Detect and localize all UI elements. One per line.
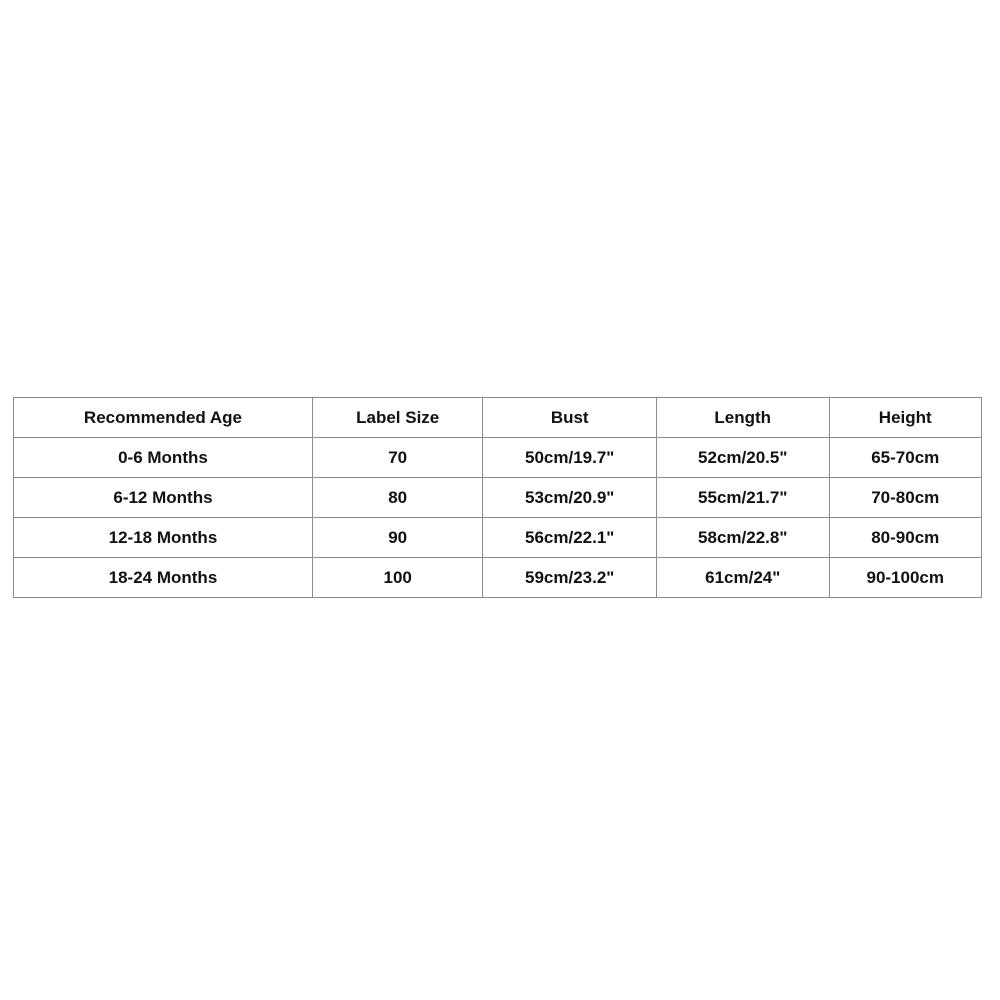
cell-label-size: 100	[312, 558, 483, 598]
cell-recommended-age: 0-6 Months	[14, 438, 313, 478]
cell-height: 80-90cm	[829, 518, 982, 558]
cell-recommended-age: 18-24 Months	[14, 558, 313, 598]
cell-length: 52cm/20.5"	[656, 438, 829, 478]
cell-height: 65-70cm	[829, 438, 982, 478]
cell-length: 55cm/21.7"	[656, 478, 829, 518]
header-label-size: Label Size	[312, 398, 483, 438]
table-row	[14, 438, 982, 478]
table-row	[14, 558, 982, 598]
cell-label-size: 70	[312, 438, 483, 478]
cell-label-size: 80	[312, 478, 483, 518]
cell-bust: 59cm/23.2"	[483, 558, 657, 598]
cell-bust: 53cm/20.9"	[483, 478, 657, 518]
table-header-row	[14, 398, 982, 438]
cell-height: 70-80cm	[829, 478, 982, 518]
cell-length: 58cm/22.8"	[656, 518, 829, 558]
cell-bust: 56cm/22.1"	[483, 518, 657, 558]
header-recommended-age: Recommended Age	[14, 398, 313, 438]
cell-length: 61cm/24"	[656, 558, 829, 598]
cell-recommended-age: 12-18 Months	[14, 518, 313, 558]
cell-bust: 50cm/19.7"	[483, 438, 657, 478]
cell-recommended-age: 6-12 Months	[14, 478, 313, 518]
header-height: Height	[829, 398, 982, 438]
table-row	[14, 518, 982, 558]
header-bust: Bust	[483, 398, 657, 438]
cell-label-size: 90	[312, 518, 483, 558]
cell-height: 90-100cm	[829, 558, 982, 598]
table-row	[14, 478, 982, 518]
size-chart-table	[13, 397, 982, 598]
header-length: Length	[656, 398, 829, 438]
